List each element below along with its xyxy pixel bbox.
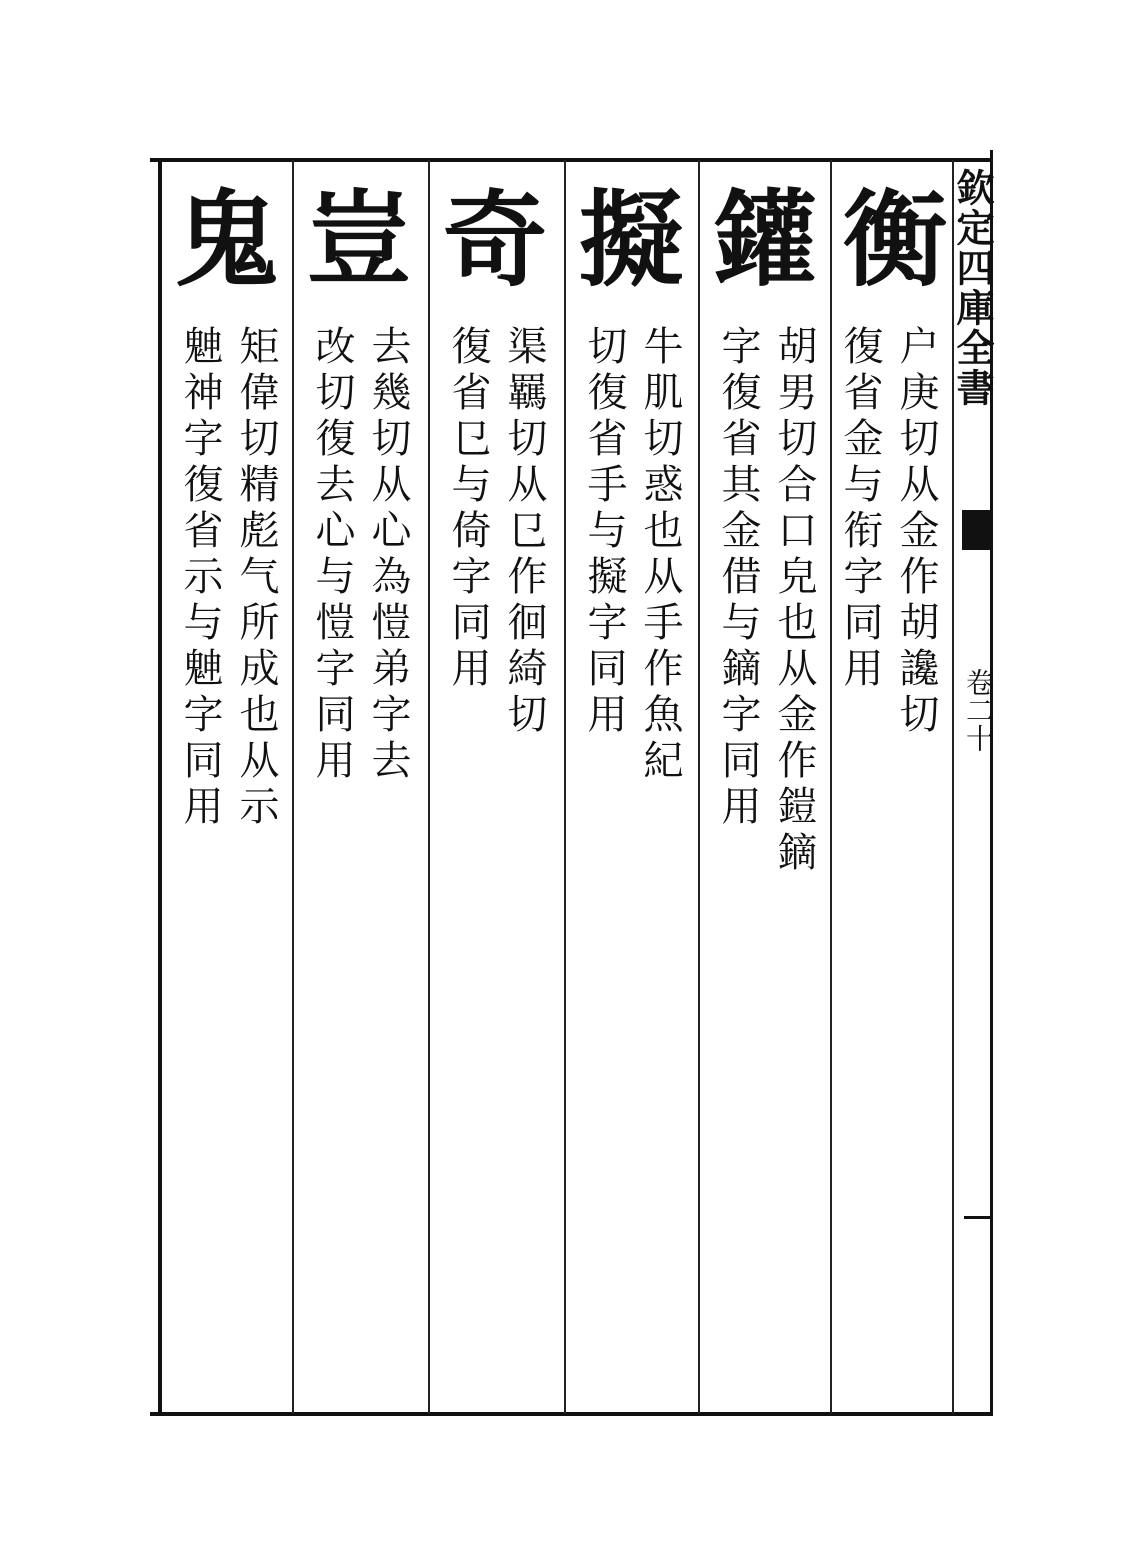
entry-note-line: 切復省手与擬字同用 xyxy=(581,325,627,739)
seal-script-character: 奇 xyxy=(442,178,547,301)
entry-column xyxy=(430,165,560,1405)
seal-script-character: 鑵 xyxy=(712,178,817,301)
seal-script-character: 擬 xyxy=(578,178,683,301)
seal-script-character: 衡 xyxy=(842,178,947,301)
running-book-title: 欽定四庫全書 xyxy=(950,168,995,408)
top-border-rule xyxy=(150,158,990,162)
entry-note-line: 户庚切从金作胡讒切 xyxy=(893,325,939,739)
seal-script-character: 鬼 xyxy=(174,178,279,301)
entry-column xyxy=(566,165,696,1405)
entry-column xyxy=(162,165,292,1405)
entry-note-line: 牛肌切惑也从手作魚紀 xyxy=(637,325,683,785)
seal-script-character: 豈 xyxy=(306,178,411,301)
entry-note-line: 䰠神字復省示与䰠字同用 xyxy=(177,325,223,831)
entry-note-line: 胡男切合口皃也从金作鎧鏑 xyxy=(771,325,817,877)
entry-column xyxy=(830,165,952,1405)
margin-tick xyxy=(964,1216,990,1219)
entry-note-line: 復省金与衔字同用 xyxy=(837,325,883,693)
bottom-border-rule xyxy=(150,1412,990,1416)
entry-note-line: 渠羈切从㔾作徊綺切 xyxy=(501,325,547,739)
volume-number: 卷二十 xyxy=(962,668,995,752)
entry-note-line: 矩偉切精彪气所成也从示 xyxy=(233,325,279,831)
entry-note-line: 去幾切从心為愷弟字去 xyxy=(365,325,411,785)
entry-note-line: 改切復去心与愷字同用 xyxy=(309,325,355,785)
entry-column xyxy=(294,165,424,1405)
fishtail-mark xyxy=(962,510,990,550)
entry-column xyxy=(700,165,830,1405)
entry-note-line: 復省㔾与倚字同用 xyxy=(445,325,491,693)
entry-note-line: 字復省其金借与鏑字同用 xyxy=(715,325,761,831)
